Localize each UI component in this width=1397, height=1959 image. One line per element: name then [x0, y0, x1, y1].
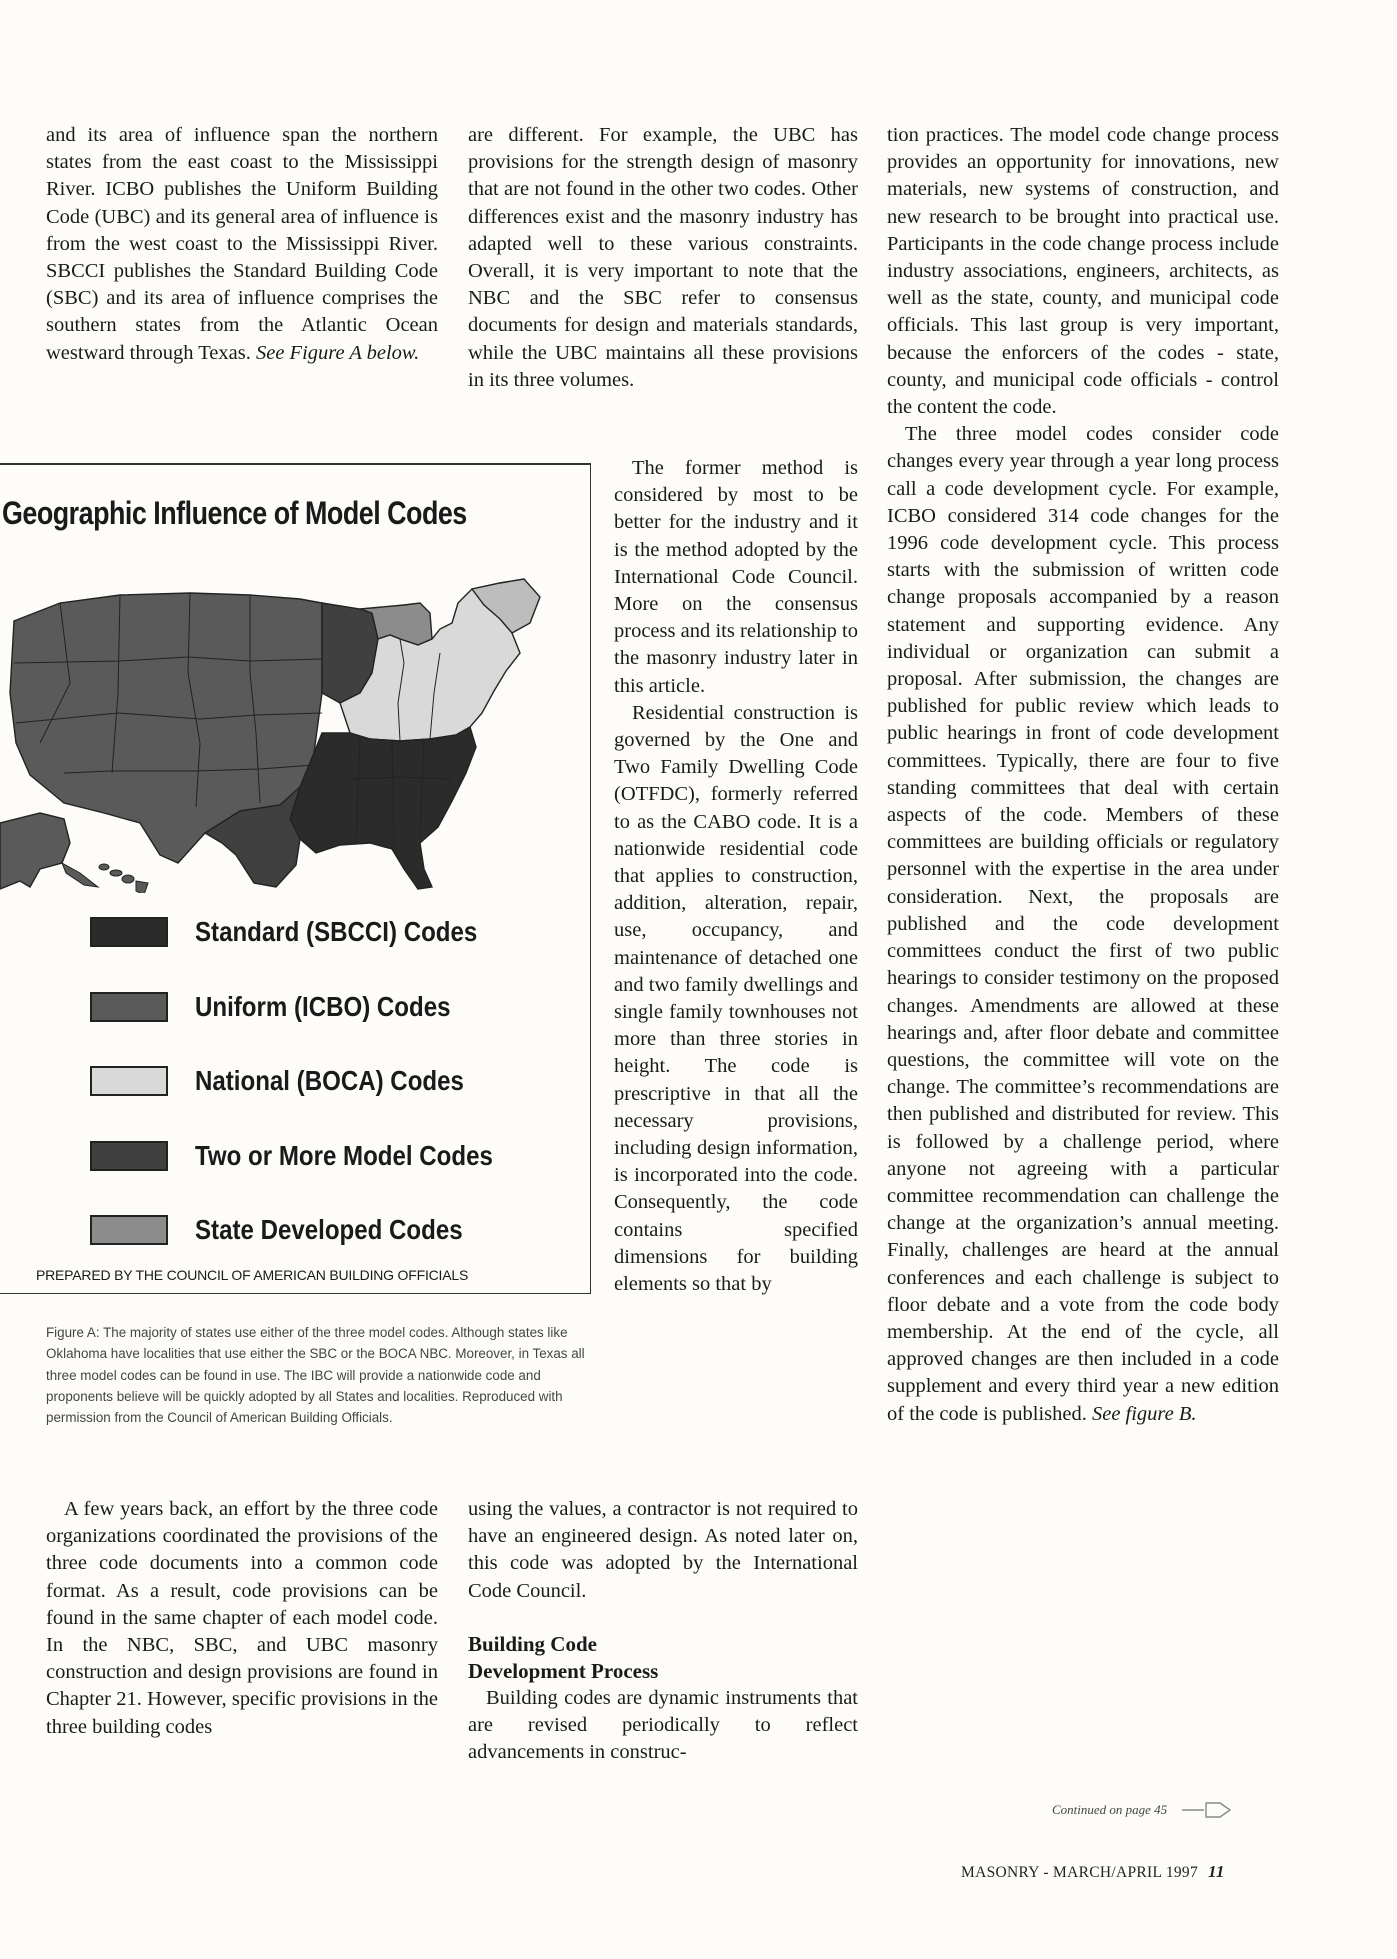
col2-paragraph-3-continued: using the values, a contractor is not required to have an engineered design. As noted later on, this code was adopted by the International Code Council.	[468, 1498, 858, 1602]
legend-label: Two or More Model Codes	[195, 1140, 493, 1171]
column-2-top	[468, 122, 858, 394]
map-region-alaska	[0, 813, 70, 889]
col2-paragraph-1: are different. For example, the UBC has provisions for the strength design of masonry that are not found in the other two codes. Other differences exist and the masonry industry has adapted well to these various constraints. Overall, it is very important to note that the NBC and the SBC refer to consensus documents for design and materials standards, while the UBC maintains all these provisions in its three volumes.	[468, 124, 858, 391]
figure-a-reference: See Figure A below.	[255, 341, 420, 364]
legend-label: Uniform (ICBO) Codes	[195, 991, 451, 1022]
legend-swatch	[90, 992, 168, 1022]
col1-paragraph-2: A few years back, an effort by the three code organizations coordinated the provisions of the three code documents into a common code format. As a result, code provisions can be found in the same chapter of each model code. In the NBC, SBC, and UBC masonry construction and design provisions are found in Chapter 21. However, specific provisions in the three building codes	[46, 1498, 438, 1738]
col1-paragraph-1: and its area of influence span the northern states from the east coast to the Mississippi River. ICBO publishes the Uniform Building Code (UBC) and its general area of influence is from the west coast to the Mississippi River. SBCCI publishes the Standard Building Code (SBC) and its area of influence comprises the southern states from the Atlantic Ocean westward through Texas. See Figure A below.	[46, 124, 438, 364]
continued-note: Continued on page 45	[1052, 1802, 1168, 1817]
column-1-top	[46, 122, 438, 367]
col3-paragraph-1: tion practices. The model code change process provides an opportunity for innovations, new materials, new systems of construction, and new research to be brought into practical use. Participants in the code change process include industry associations, engineers, architects, as well as the state, county, and municipal code officials. This last group is very important, because the enforcers of the codes - state, county, and municipal code officials - control the content the code.	[887, 124, 1279, 419]
figure-top-rule	[0, 463, 590, 465]
page-footer	[961, 1862, 1225, 1882]
legend-swatch	[90, 917, 168, 947]
legend-item-two-or-more	[90, 1139, 541, 1173]
publication-name: MASONRY - MARCH/APRIL 1997	[961, 1864, 1199, 1881]
legend-item-icbo	[90, 990, 492, 1024]
column-1-bottom	[46, 1496, 438, 1741]
legend-swatch	[90, 1215, 168, 1245]
figure-a	[0, 463, 591, 1294]
col2-paragraph-2: The former method is considered by most to be better for the industry and it is the method adopted by the International Code Council. More on the consensus process and its relationship to the masonry industry later in this article.	[614, 457, 858, 697]
legend-label: Standard (SBCCI) Codes	[195, 916, 478, 947]
legend-label: National (BOCA) Codes	[195, 1065, 464, 1096]
figure-credit: PREPARED BY THE COUNCIL OF AMERICAN BUILDING OFFICIALS	[36, 1267, 469, 1283]
figure-title: Geographic Influence of Model Codes	[2, 495, 467, 531]
map-region-hawaii	[99, 864, 148, 893]
legend-label: State Developed Codes	[195, 1214, 463, 1245]
legend-swatch	[90, 1141, 168, 1171]
col2-paragraph-3: Residential construction is governed by the One and Two Family Dwelling Code (OTFDC), formerly referred to as the CABO code. It is a nationwide residential code that applies to construction, addition, alteration, repair, use, occupancy, and maintenance of detached one and two family dwellings and single family townhouses not more than three stories in height. The code is prescriptive in that all the necessary provisions, including design information, is incorporated into the code. Consequently, the code contains specified dimensions for building elements so that by	[614, 701, 858, 1296]
figure-caption: Figure A: The majority of states use either of the three model codes. Although states like Oklahoma have localities that use either the SBC or the BOCA NBC. Moreover, in Texas all three model codes can be found in use. The IBC will provide a nationwide code and proponents believe will be quickly adopted by all States and localities. Reproduced with permission from the Council of American Building Officials.	[46, 1325, 585, 1426]
map-region-sbcci	[290, 727, 476, 889]
legend-item-state-developed	[90, 1213, 506, 1247]
legend-item-sbcci	[90, 915, 523, 949]
col2-paragraph-4: Building codes are dynamic instruments that are revised periodically to reflect advancements in construc-	[468, 1686, 858, 1764]
legend-item-boca	[90, 1064, 508, 1098]
column-2-narrow	[614, 455, 858, 1298]
column-3	[887, 122, 1279, 1428]
col3-paragraph-2: The three model codes consider code changes every year through a year long process call a code development cycle. For example, ICBO considered 314 code changes for the 1996 code development cycle. This process starts with the submission of written code change proposals accompanied by a reason statement and supporting evidence. Any individual or organization can submit a proposal. After submission, the changes are published for public review which leads to public hearings in front of code development committees. Typically, there are four to five standing committees that deal with certain aspects of the code. Members of these committees are building officials or regulatory personnel with the expertise in the area under consideration. Next, the proposals are published and the code development committees conduct the first of two public hearings to consider testimony on the proposed changes. Amendments are allowed at these hearings and, after floor debate and committee questions, the committee will vote on the change. The committee’s recommendations are then published and distributed for review. This is followed by a challenge period, where anyone not agreeing with a particular committee recommendation can challenge the change at the organization’s annual meeting. Finally, challenges are heard at the annual conferences and each challenge is subject to floor debate and a vote from the code body membership. At the end of the cycle, all approved changes are then included in a code supplement and every third year a new edition of the code is published. See figure B.	[887, 423, 1279, 1425]
page-number: 11	[1208, 1862, 1225, 1881]
column-2-bottom	[468, 1496, 858, 1766]
us-map	[0, 543, 590, 893]
legend-swatch	[90, 1066, 168, 1096]
figure-b-reference: See figure B.	[1091, 1402, 1197, 1425]
section-heading-line-1: Building Code	[468, 1631, 597, 1656]
section-heading-line-2: Development Process	[468, 1658, 659, 1683]
arrow-right-icon	[1180, 1800, 1232, 1820]
